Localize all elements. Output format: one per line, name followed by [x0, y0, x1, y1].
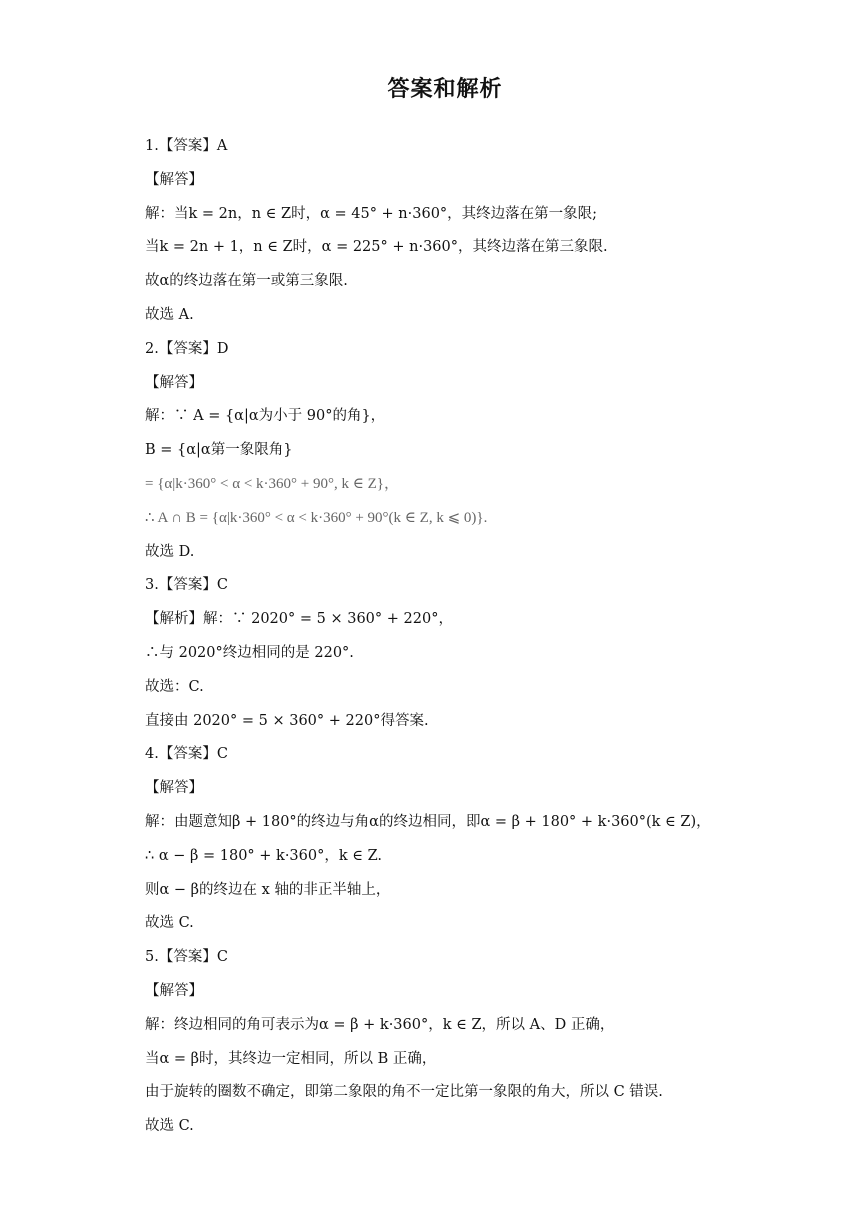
conclusion-text: 故选 A.	[145, 306, 194, 323]
answer-content	[145, 130, 745, 1144]
solution-heading: 【解答】	[145, 982, 203, 999]
math-formula: = {α|k·360° < α < k·360° + 90°, k ∈ Z}，	[145, 475, 399, 492]
page-title: 答案和解析	[387, 76, 503, 102]
solution-text: 当α = β时，其终边一定相同，所以 B 正确，	[145, 1050, 437, 1067]
conclusion-text: 故选 D.	[145, 543, 195, 560]
solution-text: ∴与 2020°终边相同的是 220°.	[145, 644, 354, 661]
analysis-text: 直接由 2020° = 5 × 360° + 220°得答案.	[145, 712, 429, 729]
solution-text: 【解析】解：∵ 2020° = 5 × 360° + 220°，	[145, 611, 453, 628]
solution-heading: 【解答】	[145, 171, 203, 188]
solution-text: 由于旋转的圈数不确定，即第二象限的角不一定比第一象限的角大，所以 C 错误.	[145, 1084, 663, 1101]
solution-text: 解：终边相同的角可表示为α = β + k·360°，k ∈ Z，所以 A、D 正确，	[145, 1016, 615, 1033]
solution-text: 解：∵ A = {α|α为小于 90°的角}，	[145, 408, 386, 425]
solution-heading: 【解答】	[145, 780, 203, 797]
solution-heading: 【解答】	[145, 374, 203, 391]
answer-5-heading: 5.【答案】C	[145, 949, 228, 966]
conclusion-text: 故选 C.	[145, 1118, 194, 1135]
conclusion-text: 故选：C.	[145, 678, 204, 695]
solution-text: 解：当k = 2n，n ∈ Z时，α = 45° + n·360°，其终边落在第一象限;	[145, 205, 598, 222]
answer-1-heading: 1.【答案】A	[145, 138, 228, 154]
answer-3-heading: 3.【答案】C	[145, 577, 228, 594]
conclusion-text: 故选 C.	[145, 915, 194, 932]
answer-2-heading: 2.【答案】D	[145, 340, 229, 357]
solution-text: 则α − β的终边在 x 轴的非正半轴上，	[145, 881, 391, 898]
solution-text: B = {α|α第一象限角}	[145, 442, 293, 459]
solution-text: 当k = 2n + 1，n ∈ Z时，α = 225° + n·360°，其终边落在第三象限.	[145, 239, 608, 256]
solution-text: 解：由题意知β + 180°的终边与角α的终边相同，即α = β + 180° + k·360°(k ∈ Z)，	[145, 813, 711, 830]
math-formula: ∴ A ∩ B = {α|k·360° < α < k·360° + 90°(k ∈ Z, k ⩽ 0)}.	[145, 509, 488, 526]
solution-text: 故α的终边落在第一或第三象限.	[145, 273, 348, 290]
solution-text: ∴ α − β = 180° + k·360°，k ∈ Z.	[145, 847, 383, 864]
answer-4-heading: 4.【答案】C	[145, 746, 228, 763]
